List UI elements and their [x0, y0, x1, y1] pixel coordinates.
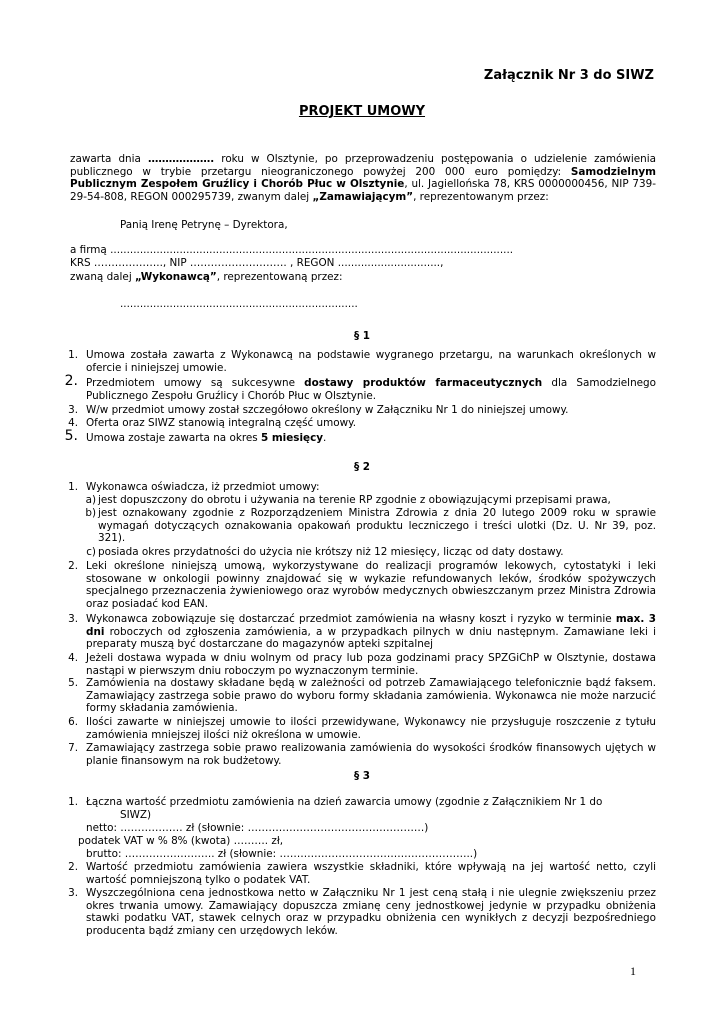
document-title: PROJEKT UMOWY — [298, 104, 426, 119]
representative: Panią Irenę Petrynę – Dyrektora, — [120, 219, 288, 231]
firm-line: a firmą .......................................................................................................................... — [70, 244, 514, 256]
s2-num-4: 4. — [68, 652, 78, 664]
s2-num-3: 3. — [68, 613, 78, 625]
s3-item-1-siwz: SIWZ) — [120, 809, 152, 821]
s1-item-2 — [86, 377, 656, 402]
s2-num-1: 1. — [68, 481, 78, 493]
s3-num-3: 3. — [68, 887, 78, 899]
intro-text-c: , ul. Jagiellońska 78, KRS 0000000456, NIP 739-29-54-808, REGON 000295739, zwanym dalej — [70, 178, 656, 203]
intro-text-b: roku w Olsztynie, po przeprowadzeniu postępowania o udzielenie zamówienia publicznego w trybie przetargu nieograniczonego powyżej 200 000 euro pomiędzy: — [70, 153, 656, 178]
contractor-line — [70, 271, 343, 284]
s1-item-5 — [86, 432, 656, 445]
contractor-text-b: , reprezentowaną przez: — [216, 271, 343, 283]
s2-item-1: Wykonawca oświadcza, iż przedmiot umowy: — [86, 481, 320, 493]
contractor-text-a: zwaną dalej — [70, 271, 136, 283]
s2-num-5: 5. — [68, 677, 78, 689]
representative-line: ........................................................................ — [120, 298, 358, 310]
s2-item-5: Zamówienia na dostawy składane będą w zależności od potrzeb Zamawiającego telefonicznie bądź faksem. Zamawiający zastrzega sobie prawo do wyboru formy składania zamówienia. Wykonawca nie może narzucić formy składania zamówienia. — [86, 677, 656, 715]
krs-line: KRS ……………….., NIP ………………………. , REGON ..............................., — [70, 257, 444, 269]
section-3-heading: § 3 — [353, 770, 371, 782]
netto-line: netto: ……………… zł (słownie: ……………………………………………) — [86, 822, 429, 834]
s2-item-4: Jeżeli dostawa wypada w dniu wolnym od pracy lub poza godzinami pracy SPZGiChP w Olsztynie, dostawa nastąpi w pierwszym dniu roboczym po wyznaczonym terminie. — [86, 652, 656, 677]
s2-sub-a: jest dopuszczony do obrotu i używania na terenie RP zgodnie z obowiązującymi przepisami prawa, — [98, 494, 611, 506]
intro-date: ………………. — [147, 153, 215, 165]
s3-item-2: Wartość przedmiotu zamówienia zawiera wszystkie składniki, które wpływają na jej wartość netto, czyli wartość pomniejszoną tylko o podatek VAT. — [86, 861, 656, 886]
attachment-label: Załącznik Nr 3 do SIWZ — [483, 68, 654, 83]
s2-num-6: 6. — [68, 716, 78, 728]
s3-num-1: 1. — [68, 796, 78, 808]
s2-item-2: Leki określone niniejszą umową, wykorzystywane do realizacji programów lekowych, cytostatyki i leki stosowane w onkologii powinny znajdować się w wykazie refundowanych leków, środków spożywczych specjalnego przeznaczenia żywieniowego oraz wyrobów medycznych obwieszczanym przez Ministra Zdrowia oraz posiadać kod EAN. — [86, 560, 656, 610]
ordering-party-alias: „Zamawiającym” — [312, 190, 414, 203]
s1-item-5-pre: Umowa zostaje zawarta na okres — [86, 432, 261, 444]
s2-sub-b-label: b) — [85, 507, 96, 519]
s2-item-3 — [86, 613, 656, 651]
page-number: 1 — [630, 964, 636, 978]
s1-item-1: Umowa została zawarta z Wykonawcą na podstawie wygranego przetargu, na warunkach określonych w ofercie i niniejszej umowie. — [86, 349, 656, 374]
s1-num-1: 1. — [68, 349, 78, 361]
section-1-heading: § 1 — [353, 330, 371, 342]
s2-num-2: 2. — [68, 560, 78, 572]
s3-num-2: 2. — [68, 861, 78, 873]
intro-paragraph — [70, 153, 656, 203]
s1-num-2: 2. — [64, 373, 78, 389]
s1-item-2-post: dla Samodzielnego Publicznego Zespołu Gruźlicy i Chorób Płuc w Olsztynie. — [86, 377, 656, 402]
s2-sub-a-label: a) — [85, 494, 96, 506]
s2-item-3-deadline: max. 3 dni — [86, 613, 657, 638]
s2-num-7: 7. — [68, 742, 78, 754]
s1-item-3: W/w przedmiot umowy został szczegółowo określony w Załączniku Nr 1 do niniejszej umowy. — [86, 404, 569, 416]
s2-item-6: Ilości zawarte w niniejszej umowie to ilości przewidywane, Wykonawcy nie przysługuje roszczenie z tytułu zamówienia mniejszej ilości niż określona w umowie. — [86, 716, 656, 741]
contractor-alias: „Wykonawcą” — [135, 271, 217, 283]
s3-item-1: Łączna wartość przedmiotu zamówienia na dzień zawarcia umowy (zgodnie z Załącznikiem Nr 1 do — [86, 796, 603, 808]
vat-line: podatek VAT w % 8% (kwota) ………. zł, — [78, 835, 284, 847]
s1-item-5-post: . — [323, 432, 327, 444]
s1-num-3: 3. — [68, 404, 78, 416]
s1-item-4: Oferta oraz SIWZ stanowią integralną część umowy. — [86, 417, 357, 429]
s3-item-3: Wyszczególniona cena jednostkowa netto w Załączniku Nr 1 jest ceną stałą i nie ulegnie zwiększeniu przez okres trwania umowy. Zamawiający dopuszcza zmianę ceny jednostkowej jedynie w przypadku obniżenia stawki podatku VAT, stawek celnych oraz w przypadku obniżenia cen wynikłych z decyzji bezpośredniego producenta bądź zmiany cen urzędowych leków. — [86, 887, 656, 937]
intro-text-d: , reprezentowanym przez: — [413, 190, 549, 203]
s1-item-2-bold: dostawy produktów farmaceutycznych — [304, 377, 543, 389]
s2-item-3-text-b: roboczych od zgłoszenia zamówienia, a w przypadkach pilnych w dniu następnym. Zamawiane leki i preparaty muszą być dostarczane do magazynów apteki szpitalnej — [86, 625, 656, 651]
s1-num-4: 4. — [68, 417, 78, 429]
s1-item-5-bold: 5 miesięcy — [261, 432, 324, 444]
s2-sub-c-label: c) — [86, 546, 96, 558]
s2-item-3-text-a: Wykonawca zobowiązuje się dostarczać przedmiot zamówienia na własny koszt i ryzyko w terminie — [86, 613, 616, 625]
s2-item-7: Zamawiający zastrzega sobie prawo realizowania zamówienia do wysokości środków finansowych ujętych w planie finansowym na rok budżetowy. — [86, 742, 656, 767]
ordering-party-name: Samodzielnym Publicznym Zespołem Gruźlicy i Chorób Płuc w Olsztynie — [70, 165, 656, 191]
s2-sub-b: jest oznakowany zgodnie z Rozporządzeniem Ministra Zdrowia z dnia 20 lutego 2009 roku w sprawie wymagań dotyczących oznakowania opakowań produktu leczniczego i treści ulotki (Dz. U. Nr 39, poz. 321). — [98, 507, 656, 545]
intro-text-a: zawarta dnia — [70, 153, 148, 165]
s1-item-2-pre: Przedmiotem umowy są sukcesywne — [86, 377, 305, 389]
section-2-heading: § 2 — [353, 461, 371, 473]
s2-sub-c: posiada okres przydatności do użycia nie krótszy niż 12 miesięcy, licząc od daty dostawy. — [98, 546, 564, 558]
s1-num-5: 5. — [64, 428, 78, 444]
brutto-line: brutto: …………………….. zł (słownie: ………………………………………………..) — [86, 848, 478, 860]
